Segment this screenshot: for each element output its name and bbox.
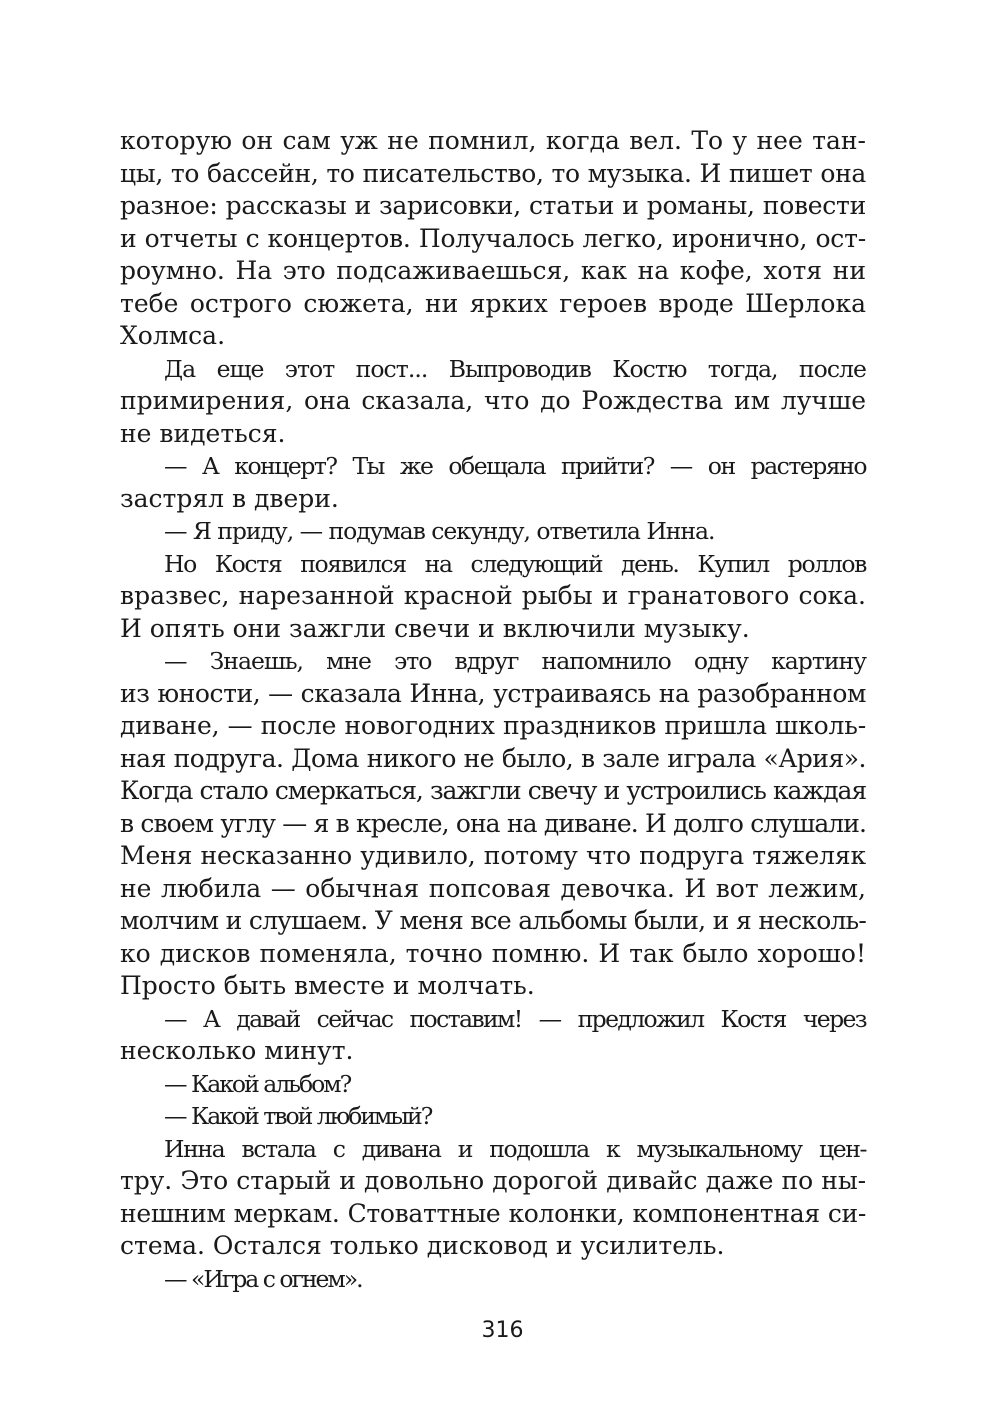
text-line: стема. Остался только дисковод и усилитель. — [120, 1231, 725, 1260]
text-line: — «Игра с огнем». — [164, 1264, 362, 1293]
text-line: вразвес, нарезанной красной рыбы и гранатового сока. — [120, 581, 866, 610]
paragraph — [120, 645, 866, 1003]
text-line: цы, то бассейн, то писательство, то музыка. И пишет она — [120, 158, 866, 188]
text-line: застрял в двери. — [120, 483, 339, 513]
text-line: примирения, она сказала, что до Рождества им лучше — [120, 386, 866, 415]
text-line: — А концерт? Ты же обещала прийти? — он растеряно — [164, 452, 866, 480]
paragraph — [120, 515, 866, 548]
text-line: Холмса. — [120, 321, 226, 350]
text-line: Но Костя появился на следующий день. Купил роллов — [164, 549, 866, 578]
text-line: разное: рассказы и зарисовки, статьи и романы, повести — [120, 191, 866, 220]
text-line: — Какой твой любимый? — [164, 1102, 432, 1130]
text-line: И опять они зажгли свечи и включили музыку. — [120, 613, 750, 643]
page-body — [120, 125, 866, 1295]
text-line: — А давай сейчас поставим! — предложил Костя через — [164, 1004, 866, 1033]
text-line: — Я приду, — подумав секунду, ответила Инна. — [164, 517, 715, 545]
text-line: Меня несказанно удивило, потому что подруга тяжеляк — [120, 841, 866, 870]
text-line: Инна встала с дивана и подошла к музыкальному цен- — [164, 1134, 866, 1163]
text-line: ная подруга. Дома никого не было, в зале играла «Ария». — [120, 743, 866, 773]
text-line: несколько минут. — [120, 1036, 354, 1065]
text-line: молчим и слушаем. У меня все альбомы были, и я несколь- — [120, 906, 866, 935]
text-line: диване, — после новогодних праздников пришла школь- — [120, 711, 866, 740]
paragraph — [120, 353, 866, 451]
text-line: не любила — обычная попсовая девочка. И вот лежим, — [120, 873, 866, 903]
page-number: 316 — [481, 1318, 524, 1343]
text-line: Просто быть вместе и молчать. — [120, 971, 535, 1000]
text-line: нешним меркам. Стоваттные колонки, компонентная си- — [120, 1198, 866, 1228]
text-line: Когда стало смеркаться, зажгли свечу и устроились каждая — [120, 776, 866, 805]
text-line: и отчеты с концертов. Получалось легко, иронично, ост- — [120, 223, 866, 253]
paragraph — [120, 1068, 866, 1101]
paragraph — [120, 1100, 866, 1133]
text-line: которую он сам уж не помнил, когда вел. То у нее тан- — [120, 126, 866, 155]
text-line: ко дисков поменяла, точно помню. И так было хорошо! — [120, 938, 866, 968]
text-line: Да еще этот пост... Выпроводив Костю тогда, после — [164, 354, 866, 383]
text-line: не видеться. — [120, 418, 286, 448]
text-line: из юности, — сказала Инна, устраиваясь на разобранном — [120, 678, 866, 708]
paragraph — [120, 548, 866, 646]
text-line: в своем углу — я в кресле, она на диване. И долго слушали. — [120, 808, 866, 838]
text-line: — Какой альбом? — [164, 1069, 351, 1098]
text-line: роумно. На это подсаживаешься, как на кофе, хотя ни — [120, 256, 866, 285]
text-line: тебе острого сюжета, ни ярких героев вроде Шерлока — [120, 288, 866, 318]
paragraph — [120, 1133, 866, 1263]
paragraph — [120, 450, 866, 515]
paragraph — [120, 125, 866, 353]
text-line: — Знаешь, мне это вдруг напомнило одну картину — [164, 647, 866, 675]
text-line: тру. Это старый и довольно дорогой дивайс даже по ны- — [120, 1166, 866, 1195]
paragraph — [120, 1003, 866, 1068]
paragraph — [120, 1263, 866, 1296]
